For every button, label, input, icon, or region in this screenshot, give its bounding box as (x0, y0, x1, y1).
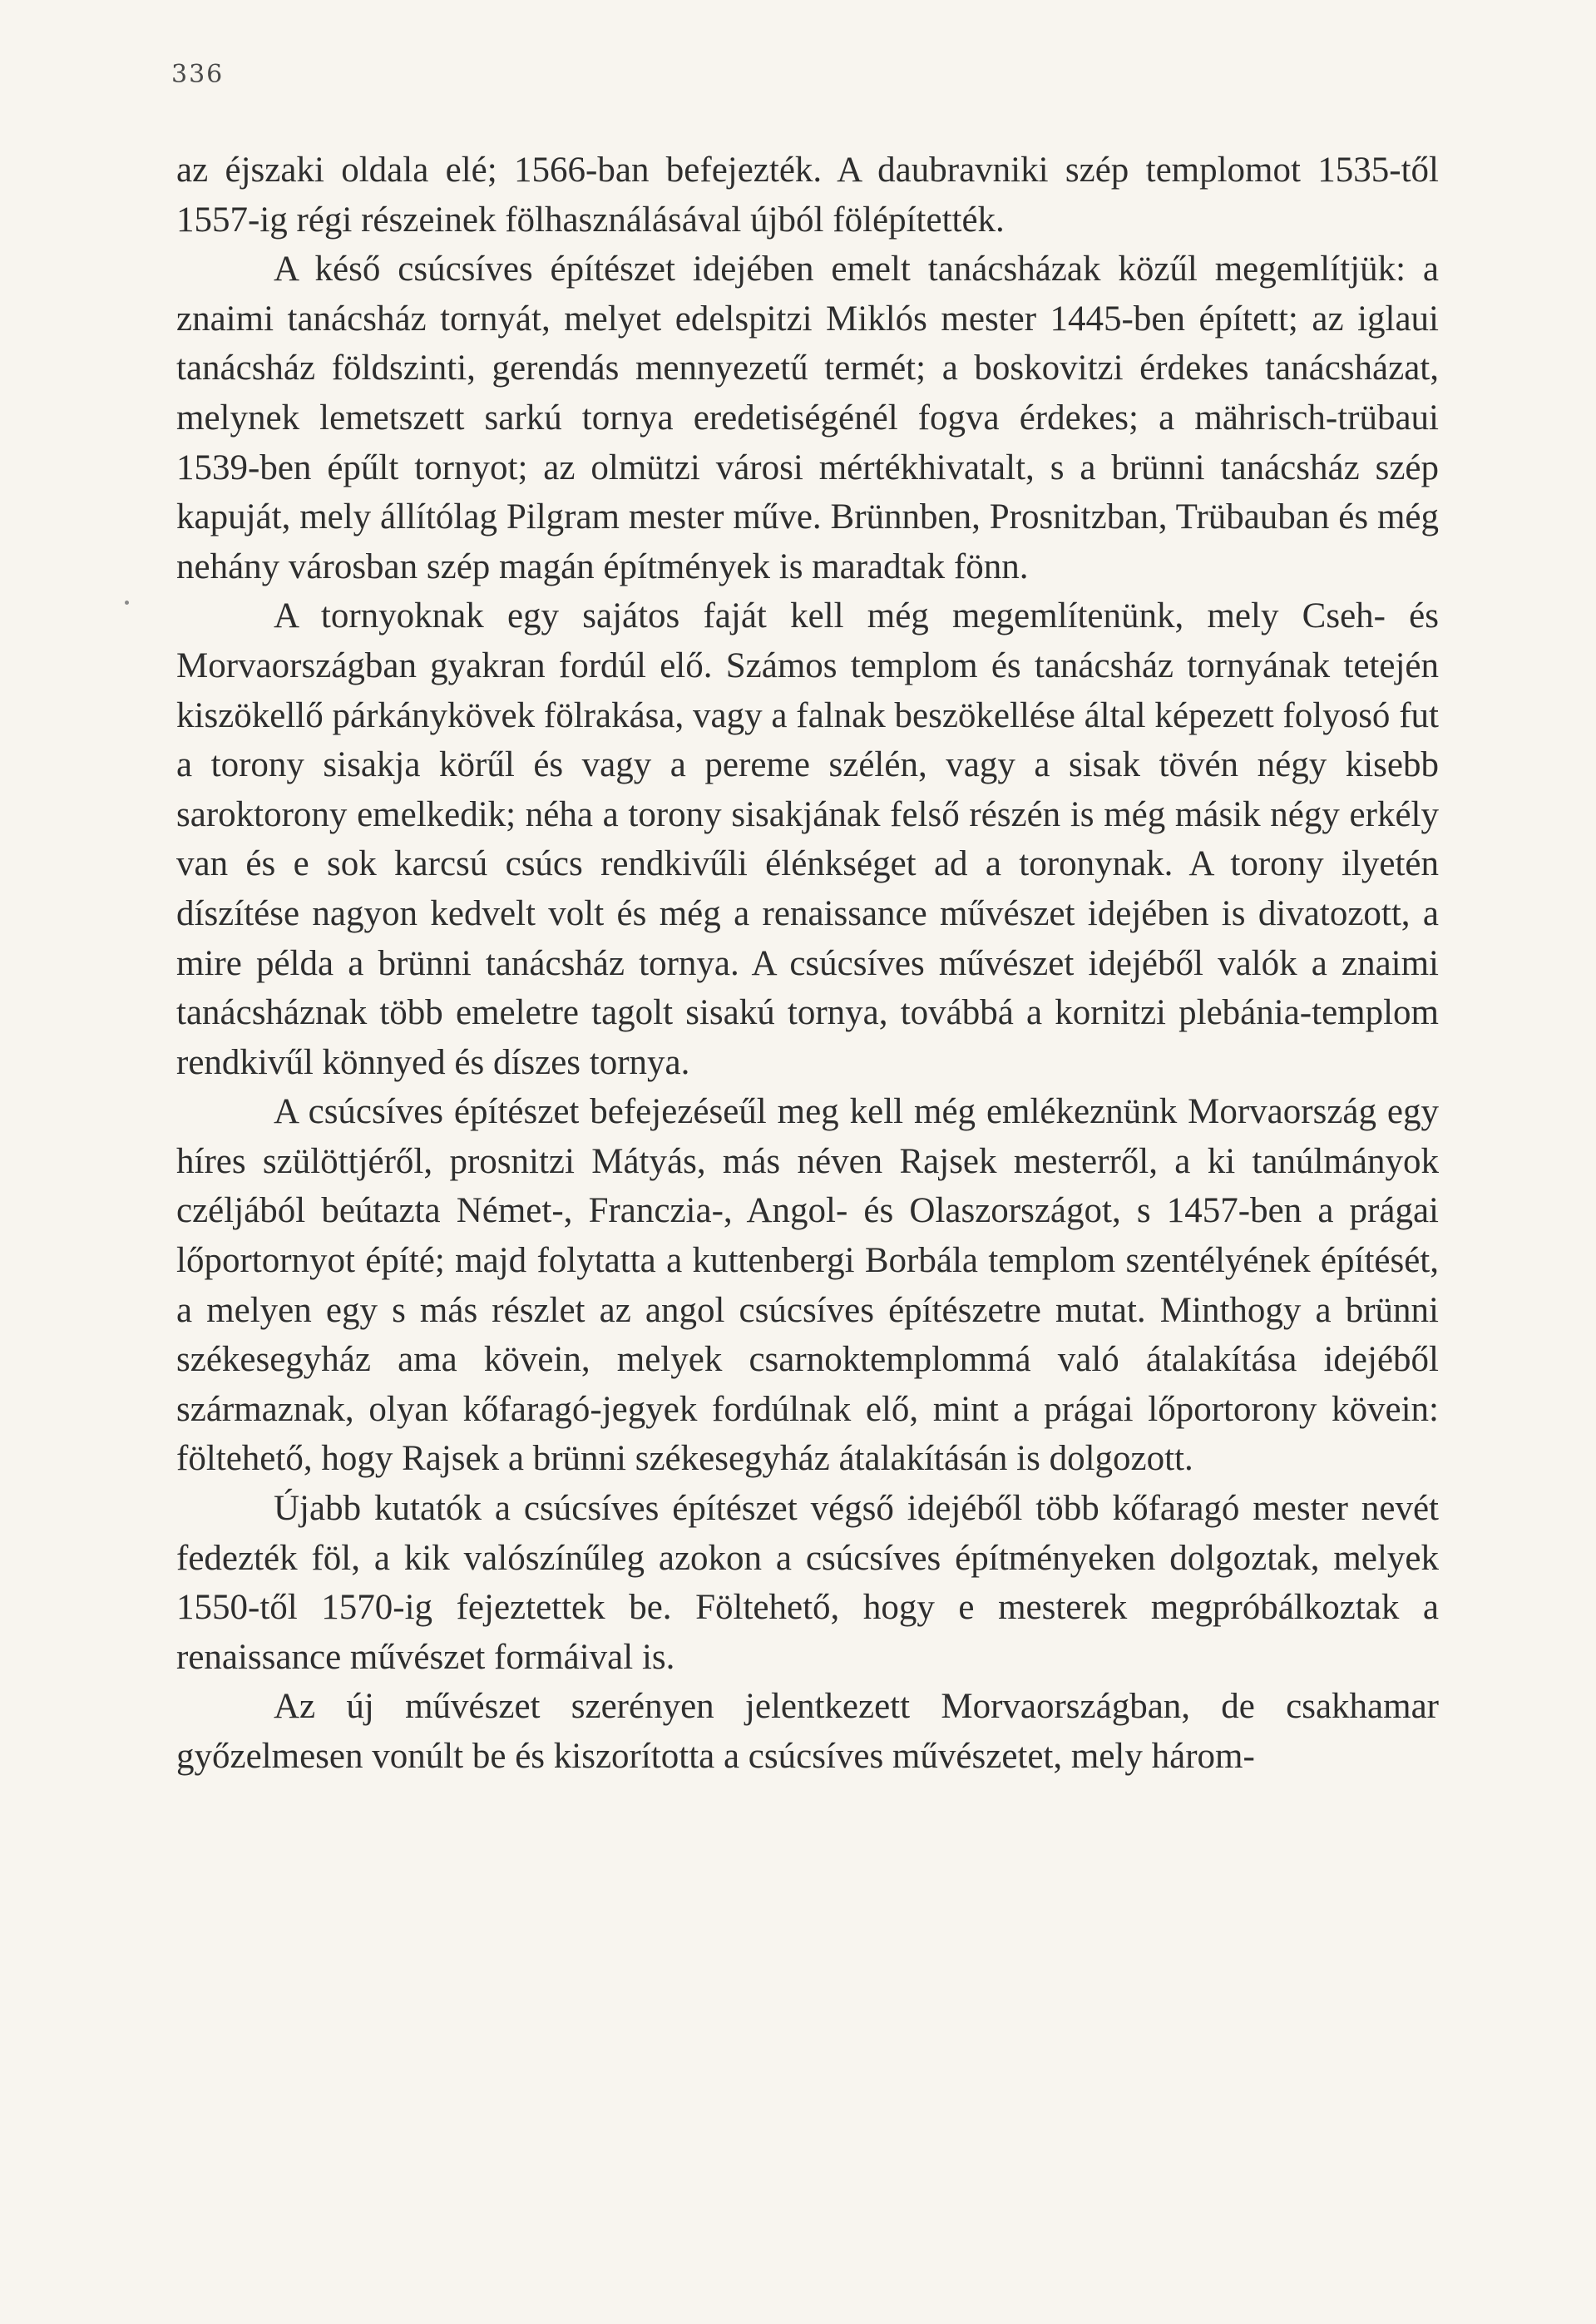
paragraph-6: Az új művészet szerényen jelentkezett Morvaországban, de csakhamar győzelmesen vonúlt be és kiszorította a csúcsíves művészetet, mely három- (176, 1687, 1439, 1776)
paragraph-1: az éjszaki oldala elé; 1566-ban befejezték. A daubravniki szép templomot 1535-től 1557-ig régi részeinek fölhasználásával újból fölépítették. (176, 151, 1439, 240)
paragraph-3: A tornyoknak egy sajátos faját kell még megemlítenünk, mely Cseh- és Morvaországban gyakran fordúl elő. Számos templom és tanácsház tornyának tetején kiszökellő párkánykövek fölrakása, vagy a falnak beszökellése által képezett folyosó fut a torony sisakja körűl és vagy a pereme szélén, vagy a sisak tövén négy kisebb saroktorony emelkedik; néha a torony sisakjának felső részén is még másik négy erkély van és e sok karcsú csúcs rendkivűli élénkséget ad a toronynak. A torony ilyetén díszítése nagyon kedvelt volt és még a renaissance művészet idejében is divatozott, a mire példa a brünni tanácsház tornya. A csúcsíves művészet idejéből valók a znaimi tanácsháznak több emeletre tagolt sisakú tornya, továbbá a kornitzi plebánia-templom rendkivűl könnyed és díszes tornya. (176, 596, 1439, 1082)
margin-dot (125, 601, 129, 605)
paragraph-5: Újabb kutatók a csúcsíves építészet végső idejéből több kőfaragó mester nevét fedezték föl, a kik valószínűleg azokon a csúcsíves építményeken dolgoztak, melyek 1550-től 1570-ig fejeztettek be. Föltehető, hogy e mesterek megpróbálkoztak a renaissance művészet formáival is. (176, 1489, 1439, 1677)
body-text (176, 146, 1439, 1782)
paragraph-2: A késő csúcsíves építészet idejében emelt tanácsházak közűl megemlítjük: a znaimi tanácsház tornyát, melyet edelspitzi Miklós mester 1445-ben épített; az iglaui tanácsház földszinti, gerendás mennyezetű termét; a boskovitzi érdekes tanácsházat, melynek lemetszett sarkú tornya eredetiségénél fogva érdekes; a mährisch-trübaui 1539-ben épűlt tornyot; az olmützi városi mértékhivatalt, s a brünni tanácsház szép kapuját, mely állítólag Pilgram mester műve. Brünnben, Prosnitzban, Trübauban és még nehány városban szép magán építmények is maradtak fönn. (176, 250, 1439, 586)
paragraph-4: A csúcsíves építészet befejezéseűl meg kell még emlékeznünk Morvaország egy híres szülöttjéről, prosnitzi Mátyás, más néven Rajsek mesterről, a ki tanúlmányok czéljából beútazta Német-, Franczia-, Angol- és Olaszországot, s 1457-ben a prágai lőportornyot építé; majd folytatta a kuttenbergi Borbála templom szentélyének építését, a melyen egy s más részlet az angol csúcsíves építészetre mutat. Minthogy a brünni székesegyház ama kövein, melyek csarnoktemplommá való átalakítása idejéből származnak, olyan kőfaragó-jegyek fordúlnak elő, mint a prágai lőportorony kövein: föltehető, hogy Rajsek a brünni székesegyház átalakításán is dolgozott. (176, 1092, 1439, 1479)
page-number: 336 (171, 60, 225, 89)
